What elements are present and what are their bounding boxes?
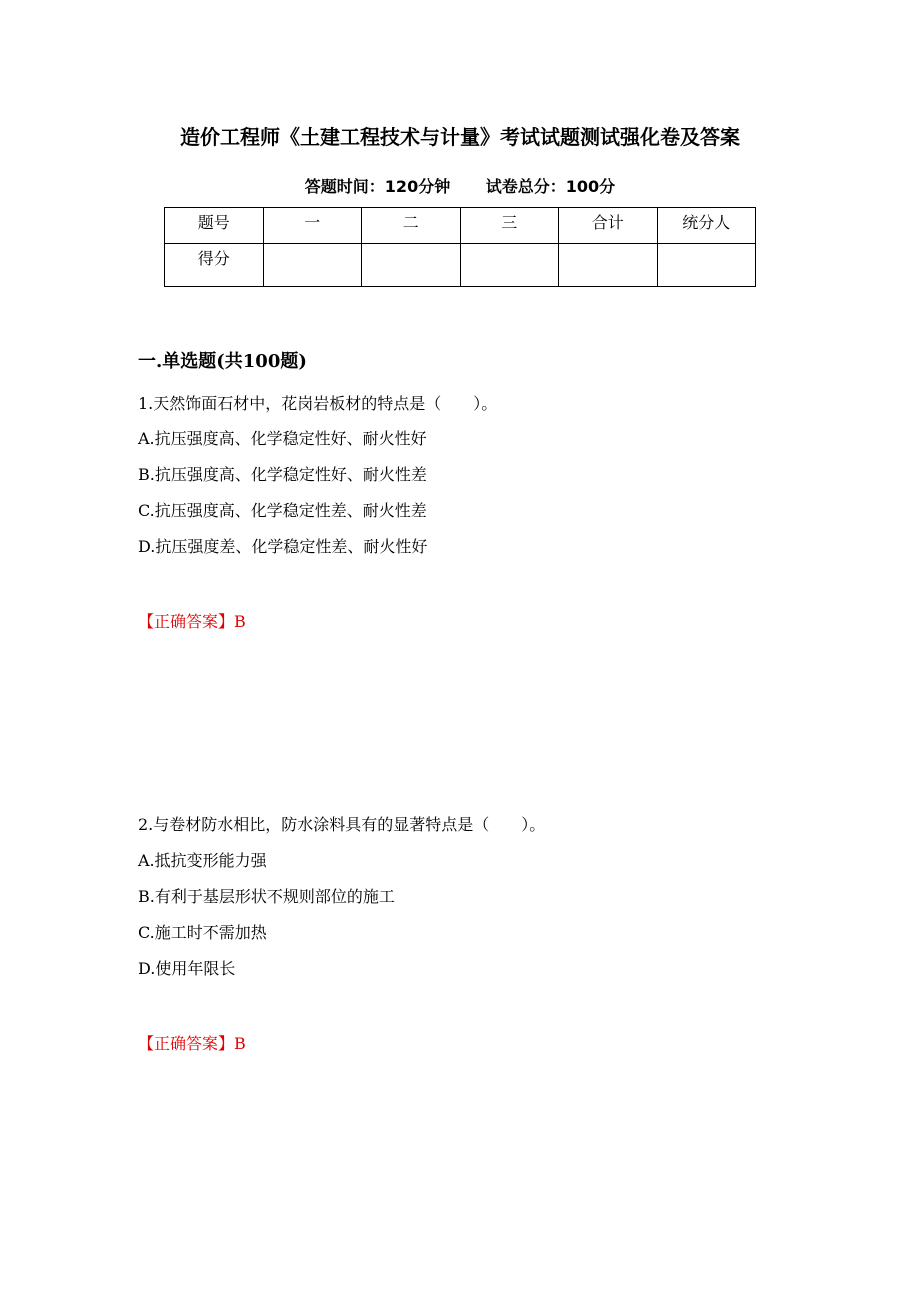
exam-meta [0, 174, 920, 197]
score-header-cell: 三 [460, 208, 559, 244]
score-cell [559, 244, 658, 287]
exam-total-score: 试卷总分：100分 [485, 177, 616, 196]
question-option: B.有利于基层形状不规则部位的施工 [138, 887, 395, 906]
score-table-header-row [165, 208, 756, 244]
score-table [164, 207, 756, 287]
question-option: A.抗压强度高、化学稳定性好、耐火性好 [138, 429, 427, 448]
document-title: 造价工程师《土建工程技术与计量》考试试题测试强化卷及答案 [180, 125, 740, 149]
score-table-score-row [165, 244, 756, 287]
question-option: C.抗压强度高、化学稳定性差、耐火性差 [138, 501, 427, 520]
question-option: B.抗压强度高、化学稳定性好、耐火性差 [138, 465, 427, 484]
score-header-cell: 一 [263, 208, 362, 244]
score-row-label: 得分 [165, 244, 264, 287]
question-option: D.抗压强度差、化学稳定性差、耐火性好 [138, 537, 428, 556]
score-header-cell: 二 [362, 208, 461, 244]
question-stem: 1.天然饰面石材中，花岗岩板材的特点是（ ）。 [138, 394, 498, 413]
question-option: C.施工时不需加热 [138, 923, 267, 942]
score-cell [657, 244, 756, 287]
score-header-cell: 合计 [559, 208, 658, 244]
exam-time: 答题时间：120分钟 [304, 177, 451, 196]
correct-answer: 【正确答案】B [138, 612, 246, 631]
score-cell [263, 244, 362, 287]
question-option: D.使用年限长 [138, 959, 236, 978]
score-cell [460, 244, 559, 287]
score-header-cell: 统分人 [657, 208, 756, 244]
section-title: 一.单选题(共100题) [138, 351, 307, 372]
question-option: A.抵抗变形能力强 [138, 851, 267, 870]
score-header-cell: 题号 [165, 208, 264, 244]
question-stem: 2.与卷材防水相比，防水涂料具有的显著特点是（ ）。 [138, 815, 546, 834]
correct-answer: 【正确答案】B [138, 1034, 246, 1053]
score-cell [362, 244, 461, 287]
